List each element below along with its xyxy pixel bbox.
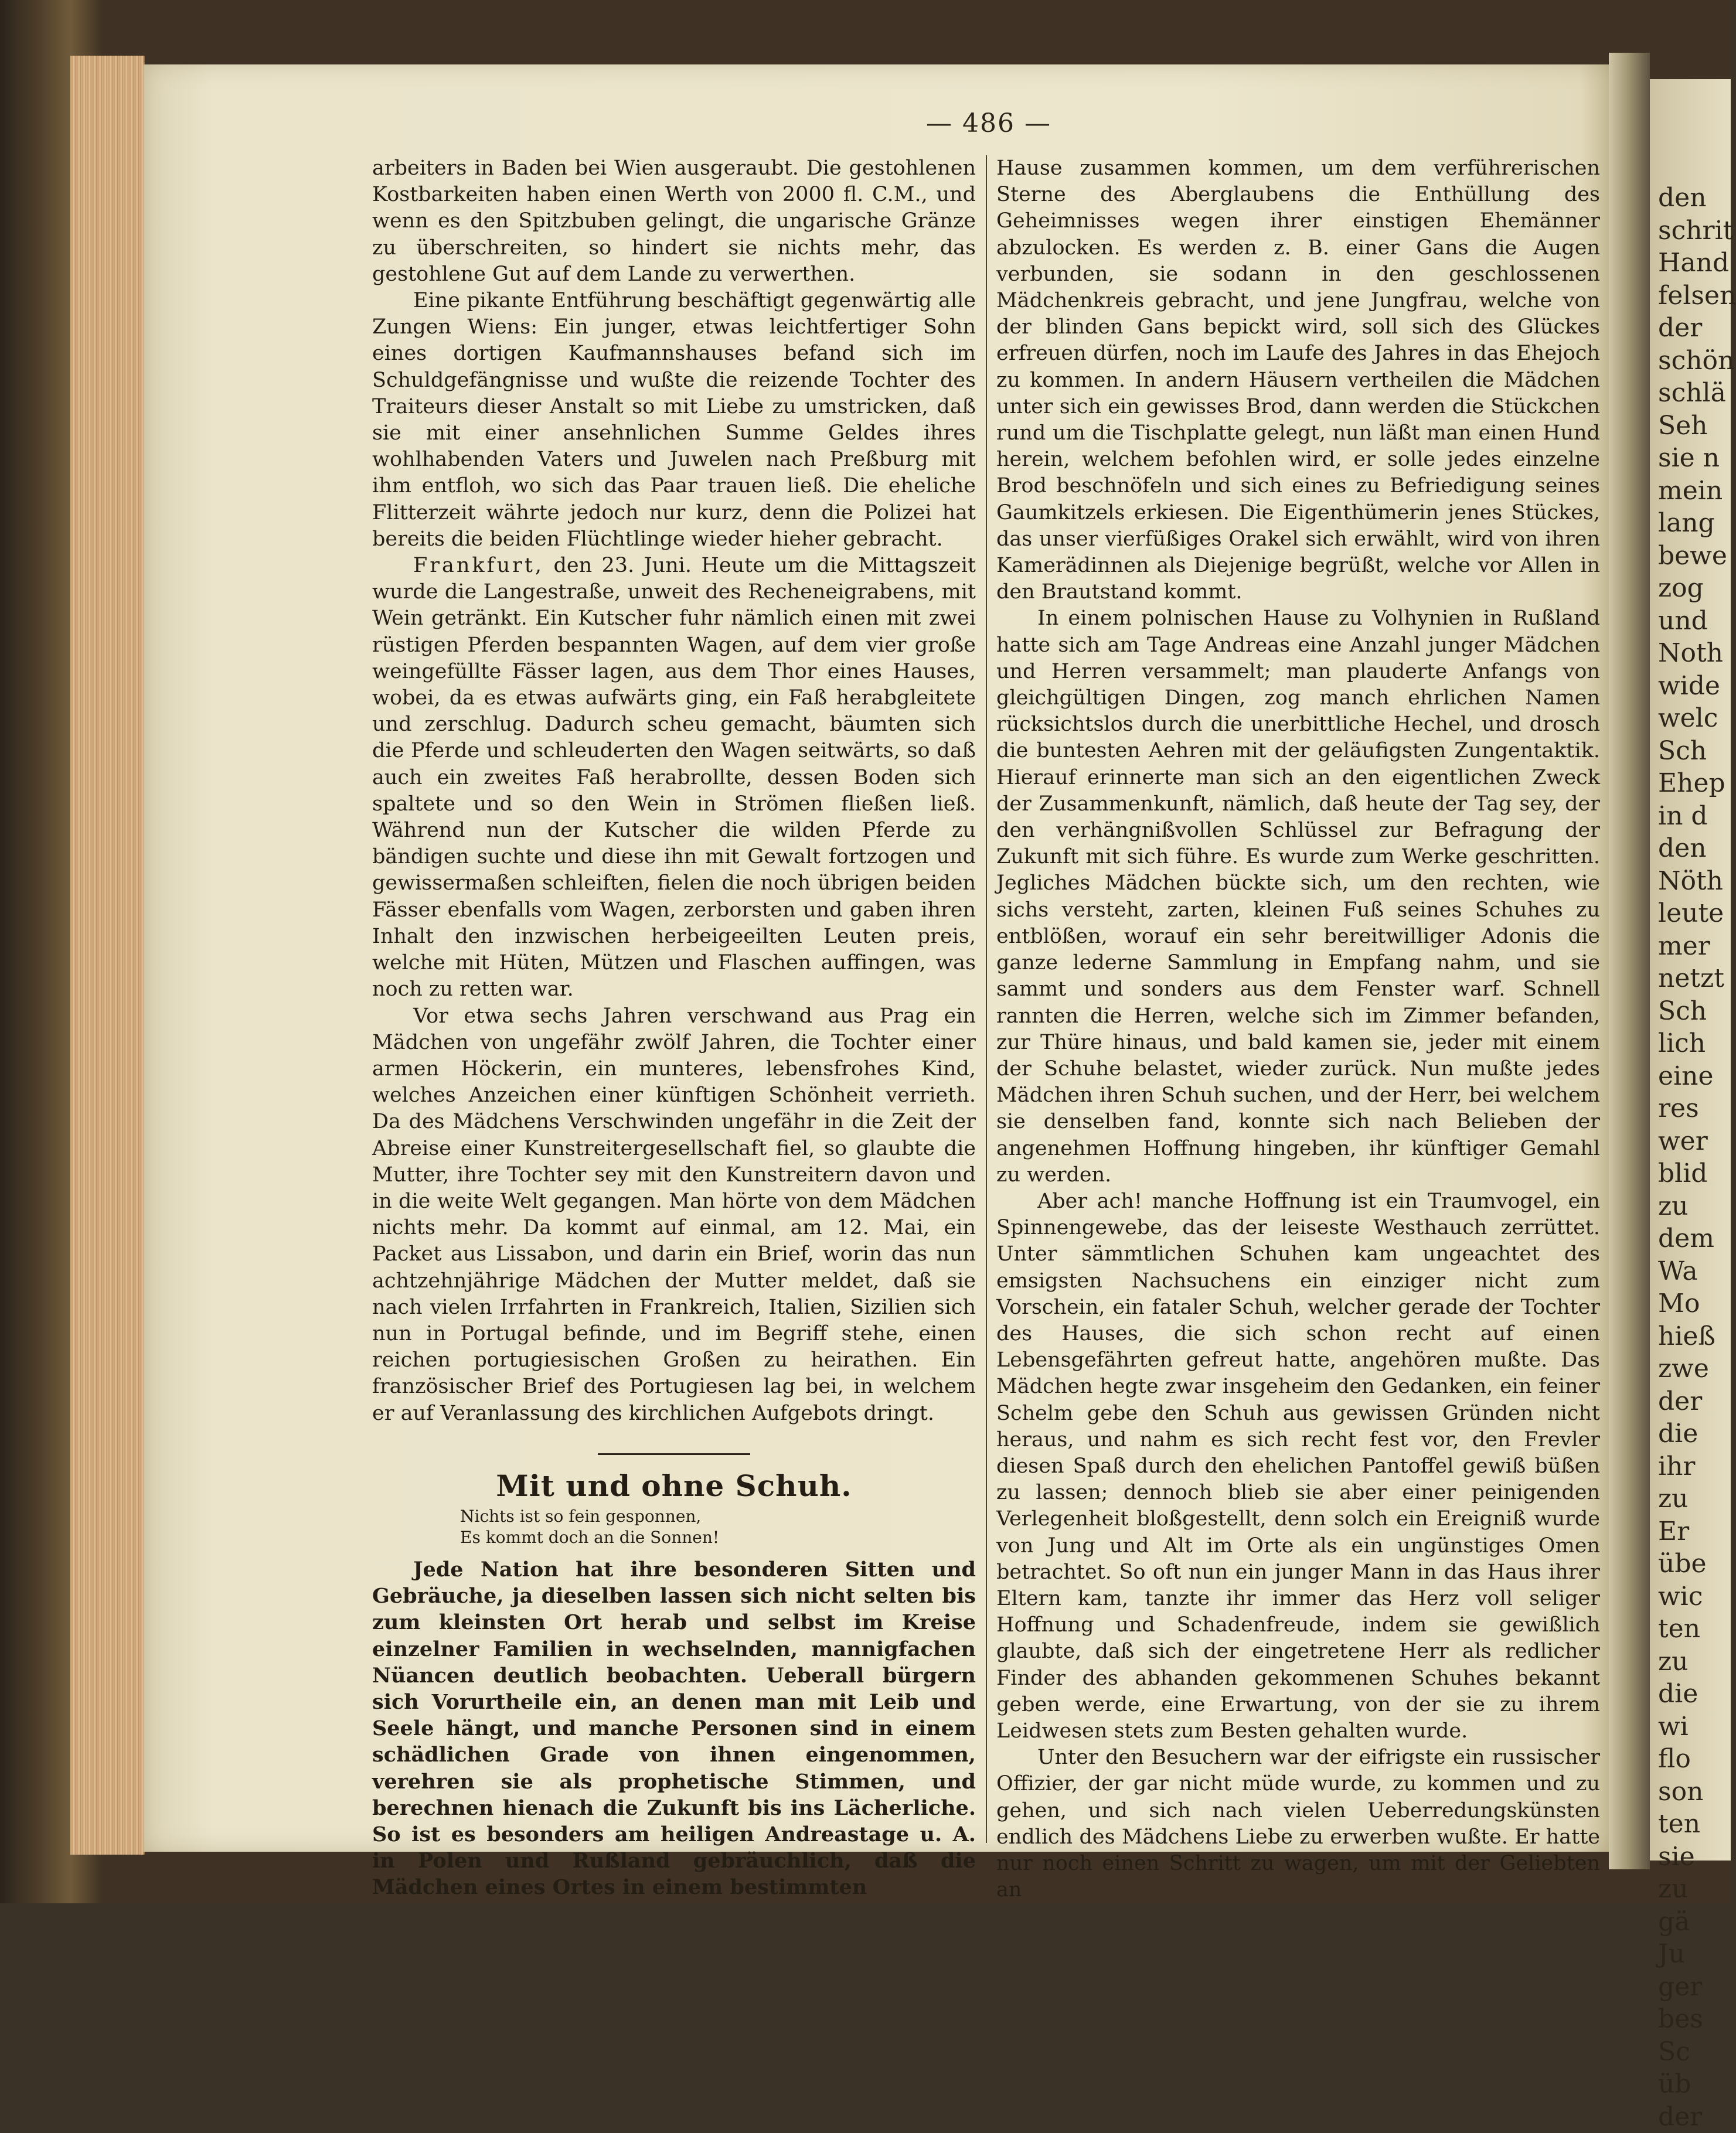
spine-shadow: [1609, 53, 1650, 1869]
next-page-fragments: [1650, 79, 1731, 2133]
motto-line: Es kommt doch an die Sonnen!: [460, 1527, 976, 1548]
next-page-fragment: zu: [1658, 1190, 1731, 1223]
next-page-fragment: zwe: [1658, 1352, 1731, 1385]
motto-line: Nichts ist so fein gesponnen,: [460, 1506, 976, 1527]
next-page-fragment: ger: [1658, 1971, 1731, 2003]
next-page-fragment: Nöth: [1658, 865, 1731, 898]
next-page-fragment: zog: [1658, 572, 1731, 605]
next-page-fragment: Seh: [1658, 410, 1731, 442]
next-page-fragment: lang: [1658, 507, 1731, 540]
column-rule: [986, 155, 987, 1843]
page-number: — 486 —: [926, 108, 1051, 138]
next-page-fragment: wide: [1658, 670, 1731, 703]
next-page-fragment: und: [1658, 605, 1731, 638]
next-page-fragment: übe: [1658, 1548, 1731, 1580]
next-page-fragment: den: [1658, 182, 1731, 214]
paragraph: In einem polnischen Hause zu Volhynien in Rußland hatte sich am Tage Andreas eine Anzahl junger Mädchen und Herren versammelt; man plauderte Anfangs von gleichgültigen Dingen, zog manch ehrlichen Namen rücksichtslos durch die unerbittliche Hechel, und drosch die buntesten Aehren mit der geläufigsten Zungentaktik. Hierauf erinnerte man sich an den eigentlichen Zweck der Zusammenkunft, nämlich, daß heute der Tag sey, der den verhängnißvollen Schlüssel zur Befragung der Zukunft mit sich führe. Es wurde zum Werke geschritten. Jegliches Mädchen bückte sich, um den rechten, wie sichs versteht, zarten, kleinen Fuß seines Schuhes zu entblößen, worauf ein sehr bereitwilliger Adonis die ganze lederne Sammlung in Empfang nahm, und sie sammt und sonders aus dem Fenster warf. Schnell rannten die Herren, welche sich im Zimmer befanden, zur Thüre hinaus, und bald kamen sie, jeder mit einem der Schuhe belastet, wieder zurück. Nun mußte jedes Mädchen ihren Schuh suchen, und der Herr, bei welchem sie denselben fand, konnte sich nach Belieben der angenehmen Hoffnung hingeben, ihr künftiger Gemahl zu werden.: [996, 605, 1600, 1188]
next-page-fragment: gä: [1658, 1906, 1731, 1938]
paragraph: Hause zusammen kommen, um dem verführerischen Sterne des Aberglaubens die Enthüllung des Geheimnisses wegen ihrer einstigen Ehemänner abzulocken. Es werden z. B. einer Gans die Augen verbunden, sie sodann in den geschlossenen Mädchenkreis gebracht, und jene Jungfrau, welche von der blinden Gans bepickt wird, soll sich des Glückes erfreuen dürfen, noch im Laufe des Jahres in das Ehejoch zu kommen. In andern Häusern vertheilen die Mädchen unter sich ein gewisses Brod, dann werden die Stückchen rund um die Tischplatte gelegt, nun läßt man einen Hund herein, welchem befohlen wird, er solle jedes einzelne Brod beschnöfeln und sich eines zu Befriedigung seines Gaumkitzels erkiesen. Die Eigenthümerin jenes Stückes, das unser vierfüßiges Orakel sich erwählt, wird von ihren Kamerädinnen als Diejenige begrüßt, welche vor Allen in den Brautstand kommt.: [996, 155, 1600, 605]
next-page-fragment: res: [1658, 1092, 1731, 1125]
next-page-fragment: wic: [1658, 1580, 1731, 1613]
next-page-fragment: schlä: [1658, 377, 1731, 410]
next-page-fragment: Er: [1658, 1515, 1731, 1548]
next-page-fragment: bes: [1658, 2003, 1731, 2036]
next-page-fragment: üb: [1658, 2068, 1731, 2101]
paragraph: Vor etwa sechs Jahren verschwand aus Prag ein Mädchen von ungefähr zwölf Jahren, die Tochter einer armen Höckerin, ein munteres, lebensfrohes Kind, welches Anzeichen einer künftigen Schönheit verrieth. Da des Mädchens Verschwinden ungefähr in die Zeit der Abreise einer Kunstreitergesellschaft fiel, so glaubte die Mutter, ihre Tochter sey mit den Kunstreitern davon und in die weite Welt gegangen. Man hörte von dem Mädchen nichts mehr. Da kommt auf einmal, am 12. Mai, ein Packet aus Lissabon, und darin ein Brief, worin das nun achtzehnjährige Mädchen der Mutter meldet, daß sie nach vielen Irrfahrten in Frankreich, Italien, Sizilien sich nun in Portugal befinde, und im Begriff stehe, einen reichen portugiesischen Großen zu heirathen. Ein französischer Brief des Portugiesen lag bei, in welchem er auf Veranlassung des kirchlichen Aufgebots dringt.: [372, 1003, 976, 1427]
next-page-fragment: den: [1658, 832, 1731, 865]
next-page-fragment: ihr: [1658, 1450, 1731, 1483]
next-page-fragment: schrit: [1658, 214, 1731, 247]
paragraph: Eine pikante Entführung beschäftigt gegenwärtig alle Zungen Wiens: Ein junger, etwas leichtfertiger Sohn eines dortigen Kaufmannshauses befand sich im Schuldgefängnisse und wußte die reizende Tochter des Traiteurs dieser Anstalt so mit Liebe zu umstricken, daß sie mit einer ansehnlichen Summe Geldes ihres wohlhabenden Vaters und Juwelen nach Preßburg mit ihm entfloh, wo sich das Paar trauen ließ. Die eheliche Flitterzeit währte jedoch nur kurz, denn die Polizei hat bereits die beiden Flüchtlinge wieder hieher gebracht.: [372, 288, 976, 553]
section-title: Mit und ohne Schuh.: [372, 1473, 976, 1499]
paragraph-text: den 23. Juni. Heute um die Mittagszeit wurde die Langestraße, unweit des Recheneigrabens, mit Wein getränkt. Ein Kutscher fuhr nämlich einen mit zwei rüstigen Pferden bespannten Wagen, auf dem vier große weingefüllte Fässer lagen, aus dem Thor eines Hauses, wobei, da es etwas aufwärts ging, ein Faß herabgleitete und zerschlug. Dadurch scheu gemacht, bäumten sich die Pferde und schleuderten den Wagen seitwärts, so daß auch ein zweites Faß herabrollte, dessen Boden sich spaltete und so den Wein in Strömen fließen ließ. Während nun der Kutscher die wilden Pferde zu bändigen suchte und diese ihn mit Gewalt fortzogen und gewissermaßen schleiften, fielen die noch übrigen beiden Fässer ebenfalls vom Wagen, zerborsten und gaben ihren Inhalt den inzwischen herbeigeeilten Leuten preis, welche mit Hüten, Mützen und Flaschen auffingen, was noch zu retten war.: [372, 554, 976, 1001]
next-page-fragment: Mo: [1658, 1287, 1731, 1320]
next-page-fragment: Noth: [1658, 637, 1731, 670]
paragraph: arbeiters in Baden bei Wien ausgeraubt. Die gestohlenen Kostbarkeiten haben einen Werth von 2000 fl. C.M., und wenn es den Spitzbuben gelingt, die ungarische Gränze zu überschreiten, so hindert sie nichts mehr, das gestohlene Gut auf dem Lande zu verwerthen.: [372, 155, 976, 288]
next-page-fragment: die: [1658, 1418, 1731, 1450]
next-page-fragment: eine: [1658, 1060, 1731, 1093]
next-page-fragment: die: [1658, 1678, 1731, 1711]
next-page-fragment: der: [1658, 312, 1731, 345]
next-page-fragment: felsen: [1658, 280, 1731, 312]
next-page-fragment: in d: [1658, 800, 1731, 833]
next-page-fragment: wer: [1658, 1125, 1731, 1158]
next-page-fragment: Sch: [1658, 995, 1731, 1028]
next-page-fragment: ten: [1658, 1808, 1731, 1841]
paragraph: [372, 553, 976, 1003]
next-page-fragment: netzt: [1658, 962, 1731, 995]
paragraph: Jede Nation hat ihre besonderen Sitten und Gebräuche, ja dieselben lassen sich nicht selten bis zum kleinsten Ort herab und selbst im Kreise einzelner Familien in wechselnden, mannigfachen Nüancen deutlich beobachten. Ueberall bürgern sich Vorurtheile ein, an denen man mit Leib und Seele hängt, und manche Personen sind in einem schädlichen Grade von ihnen eingenommen, verehren sie als prophetische Stimmen, und berechnen hienach die Zukunft bis ins Lächerliche. So ist es besonders am heiligen Andreastage u. A. in Polen und Rußland gebräuchlich, daß die Mädchen eines Ortes in einem bestimmten: [372, 1556, 976, 1901]
next-page-fragment: mer: [1658, 930, 1731, 963]
right-column: [996, 155, 1600, 1903]
next-page-fragment: wi: [1658, 1711, 1731, 1743]
next-page-fragment: Sc: [1658, 2036, 1731, 2069]
next-page-fragment: lich: [1658, 1027, 1731, 1060]
paragraph: Unter den Besuchern war der eifrigste ein russischer Offizier, der gar nicht müde wurde, zu kommen und zu gehen, und sich nach vielen Ueberredungskünsten endlich des Mädchens Liebe zu erwerben wußte. Er hatte nur noch einen Schritt zu wagen, um mit der Geliebten an: [996, 1744, 1600, 1903]
next-page-fragment: mein: [1658, 475, 1731, 507]
next-page-fragment: leute: [1658, 897, 1731, 930]
next-page-fragment: Ehep: [1658, 767, 1731, 800]
next-page-fragment: Wa: [1658, 1255, 1731, 1288]
dateline: Frankfurt,: [413, 554, 544, 577]
next-page-fragment: zu: [1658, 1645, 1731, 1678]
next-page-fragment: son: [1658, 1776, 1731, 1808]
next-page-fragment: der: [1658, 2101, 1731, 2133]
paragraph: Aber ach! manche Hoffnung ist ein Traumvogel, ein Spinnengewebe, das der leiseste Westhauch zerrüttet. Unter sämmtlichen Schuhen kam ungeachtet des emsigsten Nachsuchens ein einziger nicht zum Vorschein, ein fataler Schuh, welcher gerade der Tochter des Hauses, die sich schon recht auf einen Lebensgefährten gefreut hatte, angehören mußte. Das Mädchen hegte zwar insgeheim den Gedanken, ein feiner Schelm gebe den Schuh aus gewissen Gründen nicht heraus, und nahm es sich recht fest vor, den Frevler diesen Spaß durch den ehelichen Pantoffel gewiß büßen zu lassen; dennoch blieb sie aber einer peinigenden Verlegenheit bloßgestellt, denn solch ein Ereigniß wurde von Jung und Alt im Orte als ein ungünstiges Omen betrachtet. So oft nun ein junger Mann in das Haus ihrer Eltern kam, tanzte ihr immer das Herz voll seliger Hoffnung und Schadenfreude, indem sie gewißlich glaubte, daß sich der eingetretene Herr als redlicher Finder des abhanden gekommenen Schuhes bekannt geben werde, eine Erwartung, von der sie zu ihrem Leidwesen stets zum Besten gehalten wurde.: [996, 1188, 1600, 1744]
next-page-edge: [1650, 79, 1731, 1861]
next-page-fragment: schön: [1658, 345, 1731, 377]
next-page-fragment: Sch: [1658, 735, 1731, 768]
next-page-fragment: ten: [1658, 1613, 1731, 1645]
next-page-fragment: zu: [1658, 1873, 1731, 1906]
next-page-fragment: sie n: [1658, 442, 1731, 475]
left-column: [372, 155, 976, 1901]
next-page-fragment: flo: [1658, 1743, 1731, 1776]
page-edges: [70, 56, 145, 1855]
next-page-fragment: der: [1658, 1385, 1731, 1418]
next-page-fragment: dem: [1658, 1222, 1731, 1255]
next-page-fragment: Hand: [1658, 247, 1731, 280]
next-page-fragment: bewe: [1658, 540, 1731, 573]
section-divider: [598, 1453, 750, 1455]
next-page-fragment: welc: [1658, 702, 1731, 735]
motto: [460, 1506, 976, 1548]
next-page-fragment: blid: [1658, 1157, 1731, 1190]
next-page-fragment: hieß: [1658, 1320, 1731, 1353]
next-page-fragment: zu: [1658, 1483, 1731, 1515]
next-page-fragment: sie: [1658, 1841, 1731, 1873]
next-page-fragment: Ju: [1658, 1938, 1731, 1971]
